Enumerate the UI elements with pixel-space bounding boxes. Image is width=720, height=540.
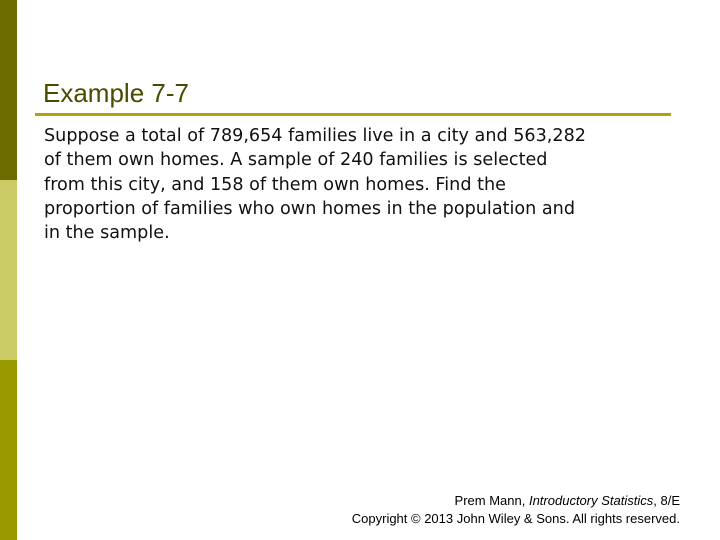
sidebar-segment-dark — [0, 0, 17, 180]
footer-copyright: Copyright © 2013 John Wiley & Sons. All rights reserved. — [351, 511, 680, 526]
slide-body — [44, 124, 684, 245]
sidebar-segment-light — [0, 180, 17, 360]
body-line: from this city, and 158 of them own homes. Find the — [44, 174, 506, 195]
body-line: Suppose a total of 789,654 families live in a city and 563,282 — [44, 126, 586, 146]
footer-book-title: Introductory Statistics — [528, 493, 654, 508]
footer-edition: , 8/E — [653, 493, 680, 508]
body-line: in the sample. — [44, 223, 170, 244]
footer-citation — [352, 492, 680, 510]
slide-footer — [352, 492, 680, 528]
footer-author: Prem Mann, — [454, 493, 529, 508]
body-line: proportion of families who own homes in the population and — [44, 198, 575, 219]
body-line: of them own homes. A sample of 240 families is selected — [44, 150, 548, 171]
title-underline — [35, 113, 671, 116]
slide-title: Example 7-7 — [43, 78, 189, 108]
sidebar-segment-olive — [0, 360, 17, 540]
